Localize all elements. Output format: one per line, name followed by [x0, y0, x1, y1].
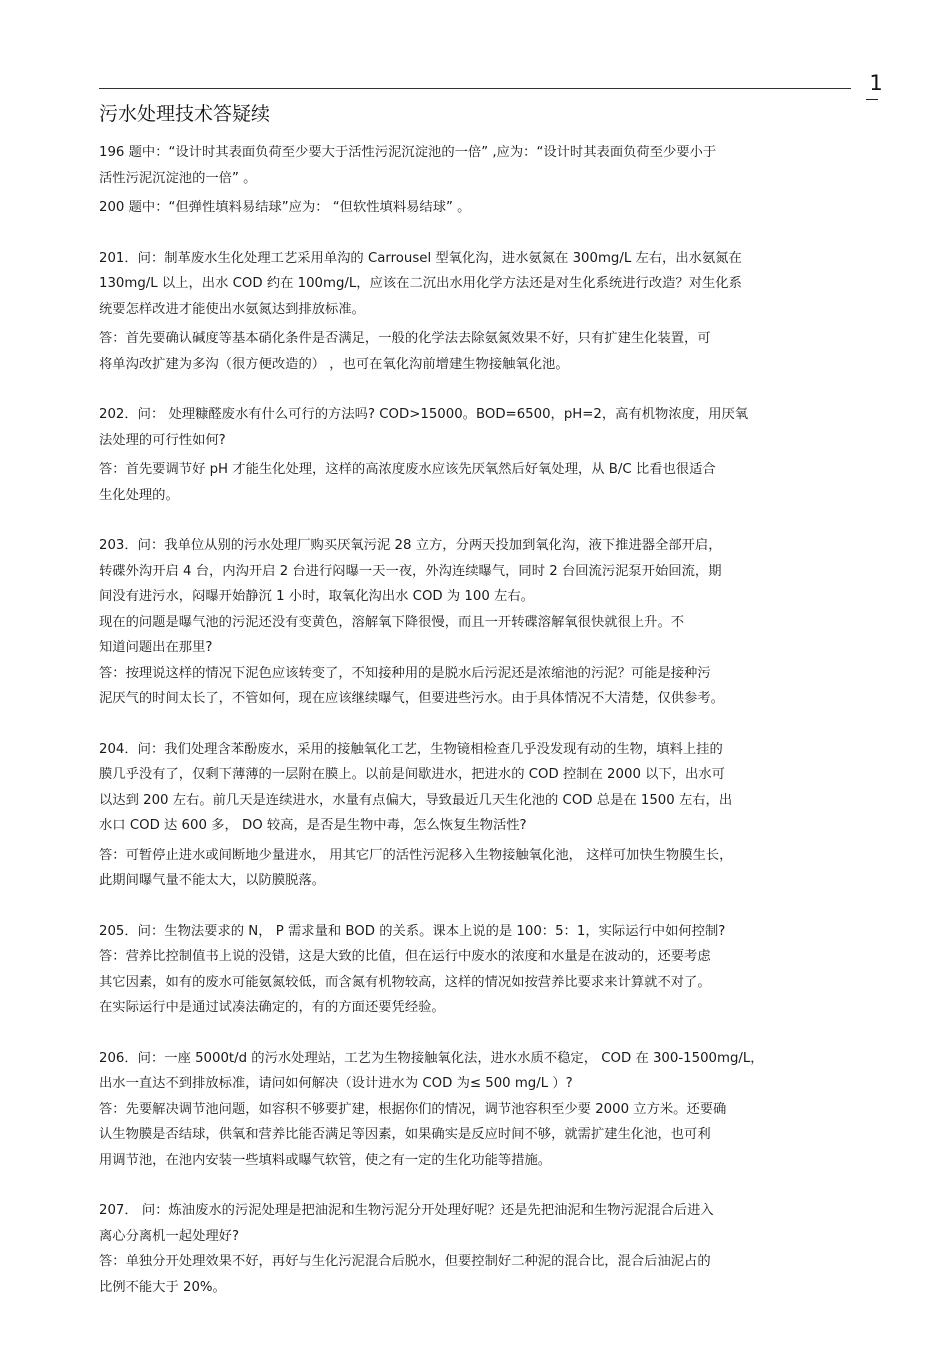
question-line: 转碟外沟开启 4 台，内沟开启 2 台进行闷曝一天一夜，外沟连续曝气，同时 2 台回流污泥泵开始回流，期 — [99, 563, 722, 579]
page-number: 1 — [869, 71, 883, 95]
answer-line: 答：按理说这样的情况下泥色应该转变了，不知接种用的是脱水后污泥还是浓缩池的污泥？可能是接种污 — [99, 665, 711, 681]
question-line: 统要怎样改进才能使出水氨氮达到排放标准。 — [99, 301, 365, 317]
question-line: 知道问题出在那里? — [99, 640, 213, 655]
answer-line: 其它因素，如有的废水可能氨氮较低，而含氮有机物较高，这样的情况如按营养比要求来计算就不对了。 — [99, 974, 711, 990]
answer-line: 答：单独分开处理效果不好，再好与生化污泥混合后脱水，但要控制好二种泥的混合比，混合后油泥占的 — [99, 1254, 711, 1269]
answer-line: 此期间曝气量不能太大，以防膜脱落。 — [99, 873, 326, 888]
qa-204 — [99, 737, 879, 894]
answer-line: 生化处理的。 — [99, 487, 179, 503]
correction-196 — [99, 140, 879, 191]
answer-line: 在实际运行中是通过试凑法确定的，有的方面还要凭经验。 — [99, 1000, 445, 1015]
question-line: 水口 COD 达 600 多， DO 较高，是否是生物中毒，怎么恢复生物活性? — [99, 818, 527, 833]
text-line: 200 题中：“但弹性填料易结球”应为： “但软性填料易结球” 。 — [99, 200, 471, 215]
qa-206 — [99, 1046, 879, 1174]
qa-207 — [99, 1198, 879, 1300]
header-rule — [99, 88, 851, 89]
correction-200 — [99, 195, 879, 221]
question-line: 206．问：一座 5000t/d 的污水处理站，工艺为生物接触氧化法，进水水质不稳定， COD 在 300-1500mg/L， — [99, 1050, 764, 1066]
answer-line: 将单沟改扩建为多沟（很方便改造的） ，也可在氧化沟前增建生物接触氧化池。 — [99, 356, 569, 372]
question-line: 现在的问题是曝气池的污泥还没有变黄色，溶解氧下降很慢，而且一开转碟溶解氧很快就很上升。不 — [99, 614, 685, 630]
question-line: 离心分离机一起处理好? — [99, 1228, 240, 1244]
qa-201 — [99, 246, 879, 378]
answer-line: 答：首先要调节好 pH 才能生化处理，这样的高浓度废水应该先厌氧然后好氧处理，从 B/C 比看也很适合 — [99, 462, 716, 477]
text-line: 196 题中：“设计时其表面负荷至少要大于活性污泥沉淀池的一倍” ,应为：“设计时其表面负荷至少要小于 — [99, 145, 717, 160]
document-title: 污水处理技术答疑续 — [99, 103, 271, 125]
question-line: 130mg/L 以上，出水 COD 约在 100mg/L，应该在二沉出水用化学方法还是对生化系统进行改造？对生化系 — [99, 276, 742, 291]
question-line: 204．问：我们处理含苯酚废水，采用的接触氧化工艺，生物镜相检查几乎没发现有动的生物，填料上挂的 — [99, 741, 723, 757]
page-number-underline — [866, 99, 878, 100]
question-line: 202．问： 处理糠醛废水有什么可行的方法吗? COD>15000。BOD=6500，pH=2，高有机物浓度，用厌氧 — [99, 407, 749, 422]
qa-205 — [99, 919, 879, 1021]
answer-line: 答：首先要确认碱度等基本硝化条件是否满足，一般的化学法去除氨氮效果不好，只有扩建生化装置，可 — [99, 331, 711, 346]
question-line: 间没有进污水，闷曝开始静沉 1 小时，取氧化沟出水 COD 为 100 左右。 — [99, 589, 534, 604]
question-line: 法处理的可行性如何? — [99, 432, 226, 448]
answer-line: 用调节池，在池内安装一些填料或曝气软管，使之有一定的生化功能等措施。 — [99, 1152, 552, 1168]
answer-line: 认生物膜是否结球，供氧和营养比能否满足等因素，如果确实是反应时间不够，就需扩建生化池，也可利 — [99, 1127, 711, 1142]
text-line: 活性污泥沉淀池的一倍” 。 — [99, 170, 257, 186]
question-line: 203．问：我单位从别的污水处理厂购买厌氧污泥 28 立方，分两天投加到氧化沟，液下推进器全部开启， — [99, 538, 722, 553]
qa-203 — [99, 533, 879, 712]
question-line: 出水一直达不到排放标准，请问如何解决（设计进水为 COD 为≤ 500 mg/L ）? — [99, 1076, 573, 1091]
question-line: 207． 问：炼油废水的污泥处理是把油泥和生物污泥分开处理好呢？还是先把油泥和生物污泥混合后进入 — [99, 1203, 714, 1218]
answer-line: 答：可暂停止进水或间断地少量进水， 用其它厂的活性污泥移入生物接触氧化池， 这样可加快生物膜生长， — [99, 847, 733, 863]
answer-line: 比例不能大于 20%。 — [99, 1279, 226, 1295]
answer-line: 答：先要解决调节池问题，如容积不够要扩建，根据你们的情况，调节池容积至少要 2000 立方米。还要确 — [99, 1101, 727, 1117]
question-line: 以达到 200 左右。前几天是连续进水，水量有点偏大，导致最近几天生化池的 COD 总是在 1500 左右，出 — [99, 792, 733, 808]
answer-line: 泥厌气的时间太长了，不管如何，现在应该继续曝气，但要进些污水。由于具体情况不大清楚，仅供参考。 — [99, 691, 724, 706]
question-line: 205．问：生物法要求的 N， P 需求量和 BOD 的关系。课本上说的是 100：5：1，实际运行中如何控制? — [99, 923, 726, 939]
qa-202 — [99, 402, 879, 508]
question-line: 201．问：制革废水生化处理工艺采用单沟的 Carrousel 型氧化沟，进水氨氮在 300mg/L 左右，出水氨氮在 — [99, 250, 742, 266]
document-body — [99, 140, 879, 1300]
answer-line: 答：营养比控制值书上说的没错，这是大致的比值，但在运行中废水的浓度和水量是在波动的，还要考虑 — [99, 949, 711, 964]
question-line: 膜几乎没有了，仅剩下薄薄的一层附在膜上。以前是间歇进水，把进水的 COD 控制在 2000 以下，出水可 — [99, 767, 725, 782]
